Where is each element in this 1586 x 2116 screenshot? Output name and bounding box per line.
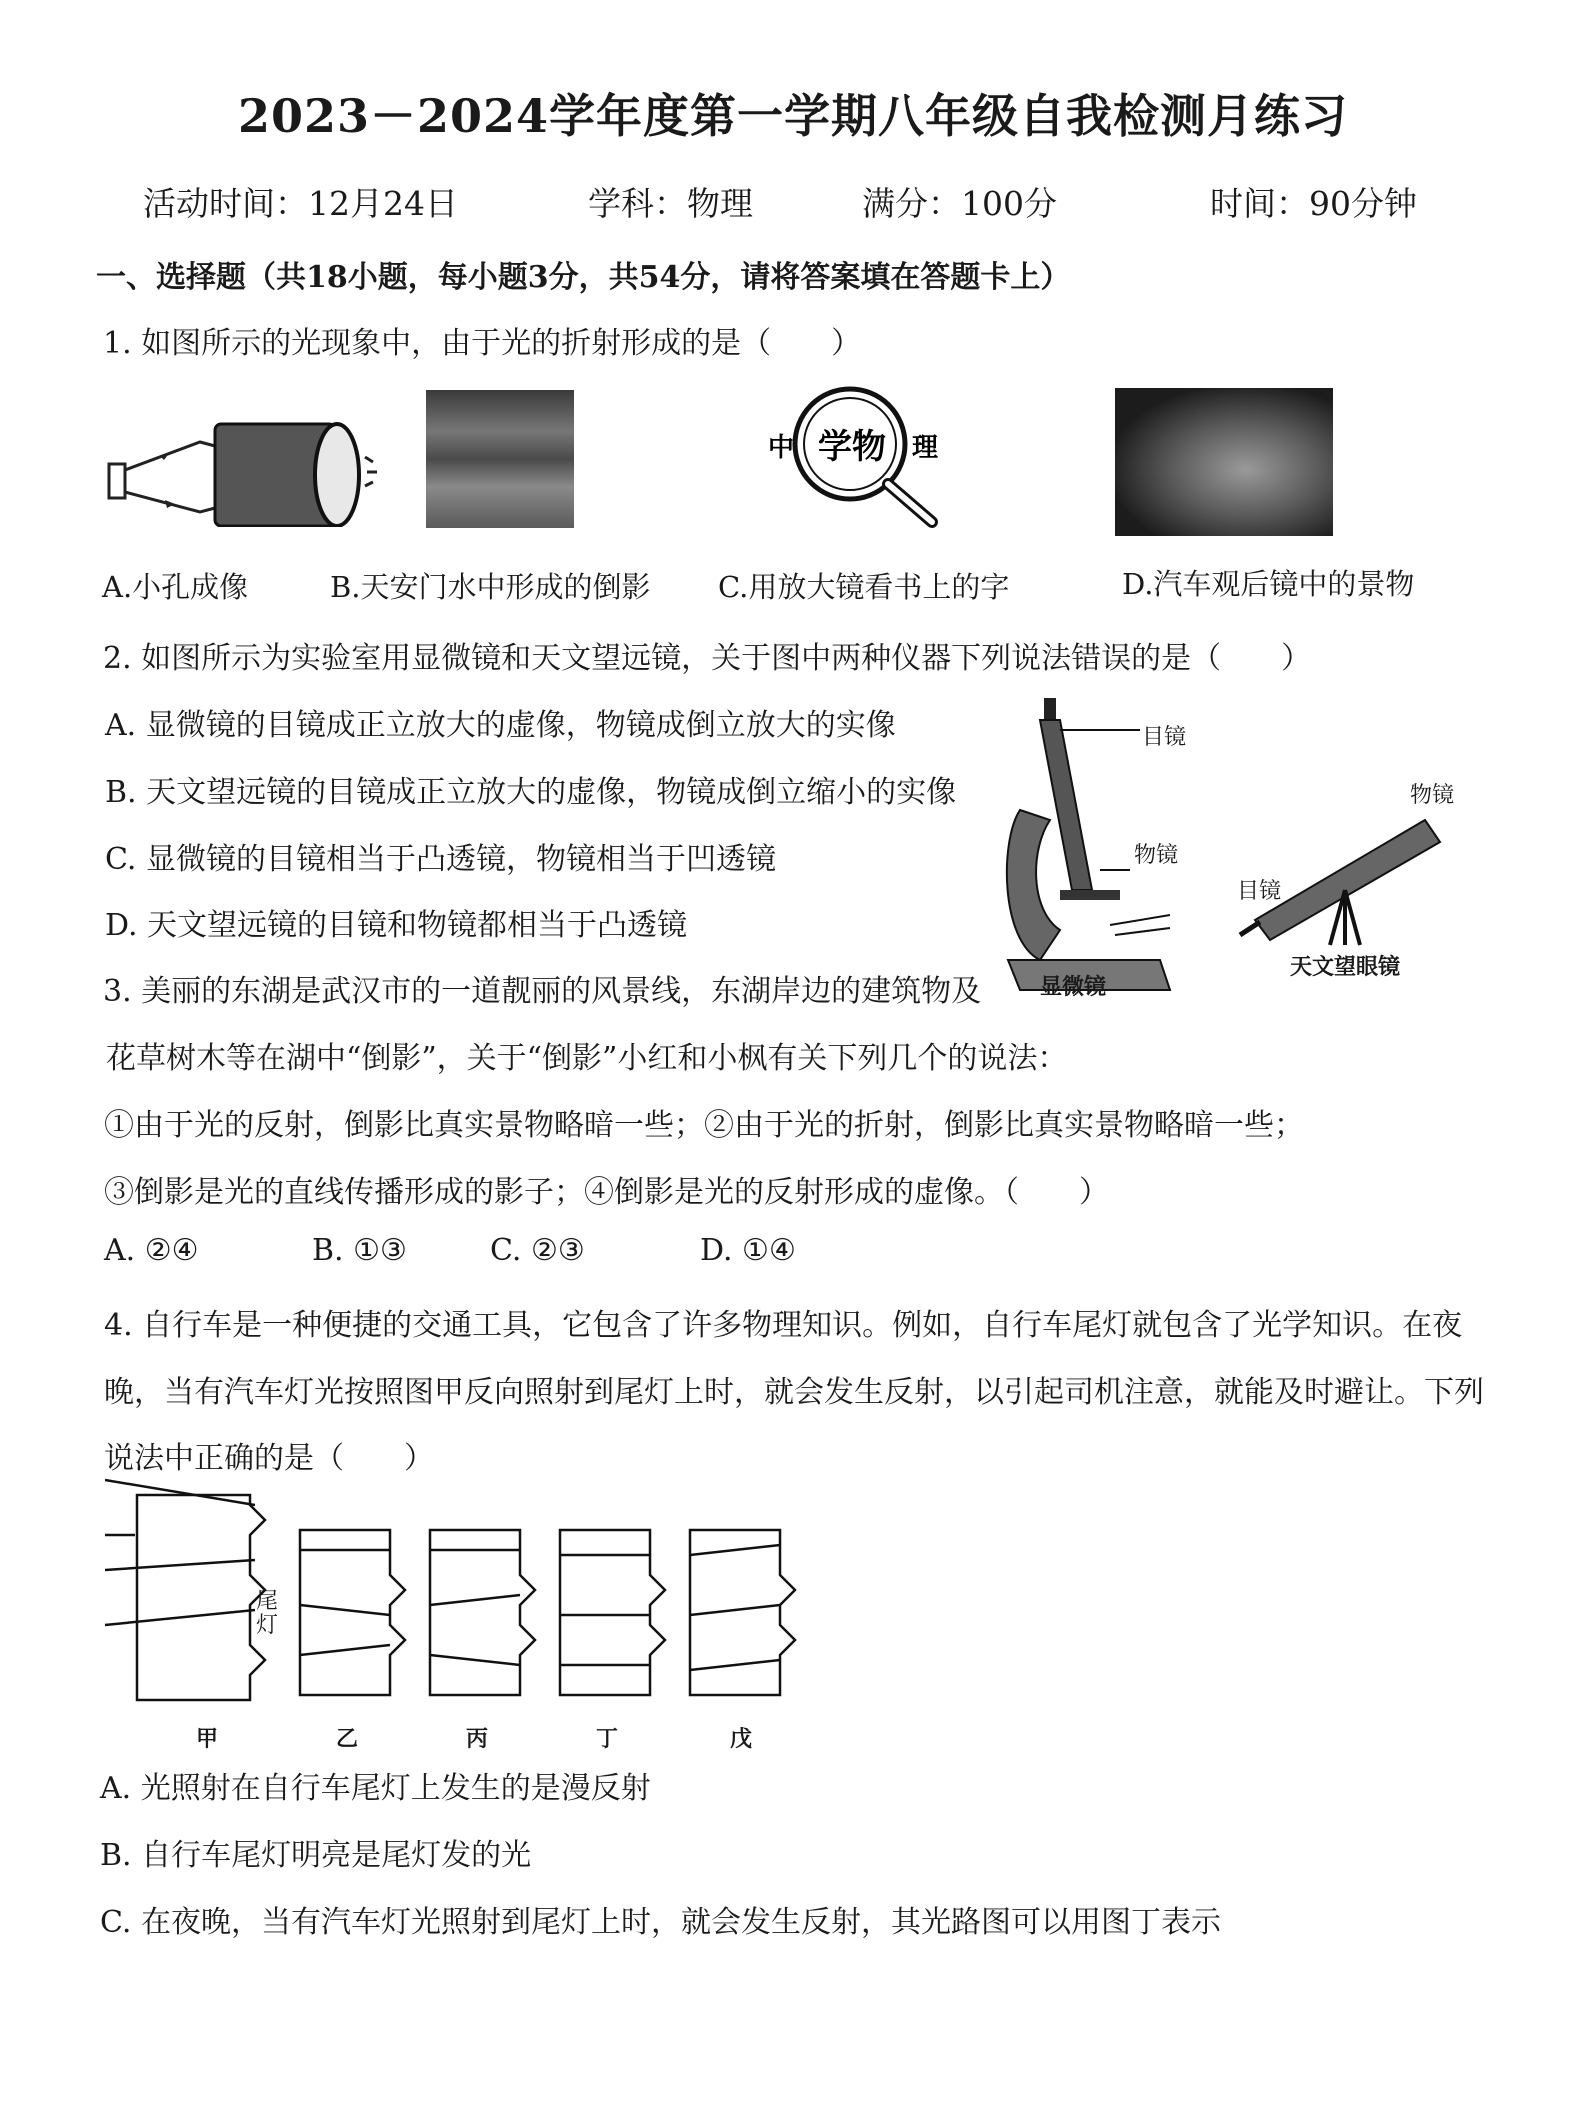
microscope-objective-label: 物镜 bbox=[1134, 843, 1179, 868]
q4-option-a: A. 光照射在自行车尾灯上发生的是漫反射 bbox=[100, 1771, 651, 1806]
exam-time: 时间：90分钟 bbox=[1210, 184, 1417, 223]
diagram-label-wu: 戊 bbox=[730, 1727, 753, 1752]
subject: 学科：物理 bbox=[588, 184, 753, 223]
diagram-label-bing: 丙 bbox=[466, 1727, 489, 1752]
diagram-label-yi: 乙 bbox=[336, 1727, 359, 1752]
taillight-label: 尾灯 bbox=[256, 1589, 279, 1638]
q3-line-3: ①由于光的反射，倒影比真实景物略暗一些；②由于光的折射，倒影比真实景物略暗一些； bbox=[104, 1108, 1304, 1143]
q4-line-1: 4. 自行车是一种便捷的交通工具，它包含了许多物理知识。例如，自行车尾灯就包含了光学知识。在夜 bbox=[104, 1308, 1463, 1343]
q2-option-b: B. 天文望远镜的目镜成正立放大的虚像，物镜成倒立缩小的实像 bbox=[105, 775, 957, 810]
q1-option-c: C.用放大镜看书上的字 bbox=[718, 570, 1010, 604]
q3-option-c: C. ②③ bbox=[490, 1233, 585, 1268]
q4-option-c: C. 在夜晚，当有汽车灯光照射到尾灯上时，就会发生反射，其光路图可以用图丁表示 bbox=[100, 1905, 1221, 1940]
q3-line-1: 3. 美丽的东湖是武汉市的一道靓丽的风景线，东湖岸边的建筑物及 bbox=[103, 974, 982, 1009]
q2-option-d: D. 天文望远镜的目镜和物镜都相当于凸透镜 bbox=[105, 908, 688, 943]
magnifier-figure bbox=[760, 382, 960, 532]
taillight-diagrams bbox=[105, 1475, 825, 1715]
q3-option-d: D. ①④ bbox=[700, 1233, 796, 1268]
q2-option-c: C. 显微镜的目镜相当于凸透镜，物镜相当于凹透镜 bbox=[105, 842, 776, 877]
full-score: 满分：100分 bbox=[862, 184, 1057, 223]
tiananmen-reflection-photo bbox=[426, 390, 574, 528]
pinhole-camera-figure bbox=[105, 412, 390, 527]
question-2-stem: 2. 如图所示为实验室用显微镜和天文望远镜，关于图中两种仪器下列说法错误的是（ ） bbox=[103, 641, 1312, 676]
diagram-label-jia: 甲 bbox=[196, 1727, 219, 1752]
microscope-figure bbox=[1000, 690, 1240, 1010]
q1-option-b: B.天安门水中形成的倒影 bbox=[330, 570, 651, 604]
rearview-mirror-photo bbox=[1115, 388, 1333, 536]
microscope-eyepiece-label: 目镜 bbox=[1142, 725, 1187, 750]
q4-option-b: B. 自行车尾灯明亮是尾灯发的光 bbox=[100, 1838, 532, 1873]
q3-option-a: A. ②④ bbox=[104, 1233, 199, 1268]
q3-option-b: B. ①③ bbox=[312, 1233, 407, 1268]
telescope-caption: 天文望眼镜 bbox=[1290, 955, 1401, 980]
diagram-label-ding: 丁 bbox=[596, 1727, 619, 1752]
activity-date: 活动时间：12月24日 bbox=[143, 184, 458, 223]
q3-line-2: 花草树木等在湖中“倒影”，关于“倒影”小红和小枫有关下列几个的说法： bbox=[106, 1041, 1068, 1076]
magnifier-text-inner: 学物 bbox=[818, 427, 886, 467]
q4-line-2: 晚，当有汽车灯光按照图甲反向照射到尾灯上时，就会发生反射，以引起司机注意，就能及时避让。下列 bbox=[104, 1375, 1484, 1410]
magnifier-text-right: 理 bbox=[912, 433, 939, 463]
section-heading: 一、选择题（共18小题，每小题3分，共54分，请将答案填在答题卡上） bbox=[96, 260, 1071, 295]
microscope-caption: 显微镜 bbox=[1040, 975, 1107, 1000]
magnifier-text-left: 中 bbox=[768, 433, 795, 463]
q3-line-4: ③倒影是光的直线传播形成的影子；④倒影是光的反射形成的虚像。（ ） bbox=[104, 1175, 1109, 1210]
q4-line-3: 说法中正确的是（ ） bbox=[104, 1441, 434, 1476]
question-1-stem: 1. 如图所示的光现象中，由于光的折射形成的是（ ） bbox=[103, 326, 862, 361]
q2-option-a: A. 显微镜的目镜成正立放大的虚像，物镜成倒立放大的实像 bbox=[105, 708, 896, 743]
page-title: 2023－2024学年度第一学期八年级自我检测月练习 bbox=[237, 89, 1349, 143]
telescope-eyepiece-label: 目镜 bbox=[1237, 879, 1282, 904]
q1-option-d: D.汽车观后镜中的景物 bbox=[1122, 567, 1415, 601]
q1-option-a: A.小孔成像 bbox=[102, 570, 249, 604]
telescope-objective-label: 物镜 bbox=[1410, 783, 1455, 808]
